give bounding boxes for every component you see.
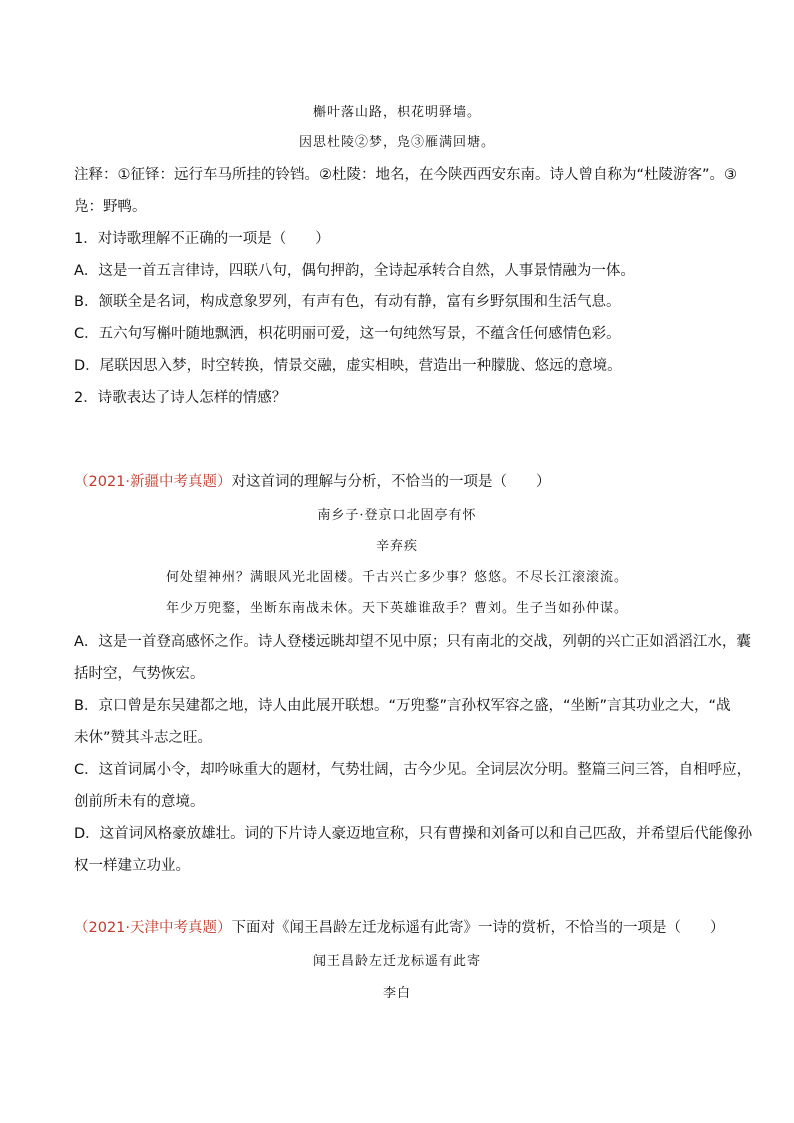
option-c: C．这首词属小令，却吟咏重大的题材，气势壮阔，古今少见。全词层次分明。整篇三问三答，自相呼应， (74, 762, 752, 778)
option-d-cont: 权一样建立功业。 (74, 858, 190, 874)
option-a: A．这是一首五言律诗，四联八句，偶句押韵，全诗起承转合自然，人事景情融为一体。 (74, 263, 635, 279)
option-c: C．五六句写槲叶随地飘洒，枳花明丽可爱，这一句纯然写景，不蕴含任何感情色彩。 (74, 326, 621, 342)
question-text: 下面对《闻王昌龄左迁龙标遥有此寄》一诗的赏析，不恰当的一项是（ ） (231, 920, 725, 936)
poem-author: 李白 (382, 986, 411, 1001)
option-c-cont: 创前所未有的意境。 (74, 794, 205, 810)
annotation-note: 凫：野鸭。 (74, 199, 147, 215)
question-heading (74, 472, 734, 492)
option-d: D．尾联因思入梦，时空转换，情景交融，虚实相映，营造出一种朦胧、悠远的意境。 (74, 358, 622, 374)
poem-verse: 年少万兜鍪，坐断东南战未休。天下英雄谁敌手？曹刘。生子当如孙仲谋。 (165, 601, 628, 616)
question-text: 对这首词的理解与分析，不恰当的一项是（ ） (231, 474, 551, 490)
annotation-note: 注释：①征铎：远行车马所挂的铃铛。②杜陵：地名，在今陕西西安东南。诗人曾自称为“杜陵游客”。③ (74, 167, 738, 183)
question-2: 2．诗歌表达了诗人怎样的情感？ (74, 390, 287, 406)
exam-source: （2021·新疆中考真题） (74, 474, 232, 490)
question-1: 1．对诗歌理解不正确的一项是（ ） (74, 231, 330, 247)
poem-verse: 何处望神州？满眼风光北固楼。千古兴亡多少事？悠悠。不尽长江滚滚流。 (165, 570, 628, 585)
poem-author: 辛弃疾 (375, 539, 418, 554)
question-heading (74, 918, 734, 938)
option-a-cont: 括时空，气势恢宏。 (74, 666, 205, 682)
poem-line: 槲叶落山路，枳花明驿墙。 (312, 105, 481, 120)
poem-title: 南乡子·登京口北固亭有怀 (317, 508, 477, 523)
option-b: B．京口曾是东吴建都之地，诗人由此展开联想。“万兜鍪”言孙权军容之盛，“坐断”言其功业之大，“战 (74, 698, 731, 714)
exam-source: （2021·天津中考真题） (74, 920, 232, 936)
option-a: A．这是一首登高感怀之作。诗人登楼远眺却望不见中原；只有南北的交战，列朝的兴亡正如滔滔江水，囊 (74, 634, 751, 650)
option-b: B．颔联全是名词，构成意象罗列，有声有色，有动有静，富有乡野氛围和生活气息。 (74, 294, 621, 310)
option-d: D．这首词风格豪放雄壮。词的下片诗人豪迈地宣称，只有曹操和刘备可以和自己匹敌，并希望后代能像孙 (74, 826, 753, 842)
poem-title: 闻王昌龄左迁龙标遥有此寄 (312, 954, 481, 969)
option-b-cont: 未休”赞其斗志之旺。 (74, 730, 213, 746)
poem-line: 因思杜陵②梦，凫③雁满回塘。 (298, 135, 495, 150)
